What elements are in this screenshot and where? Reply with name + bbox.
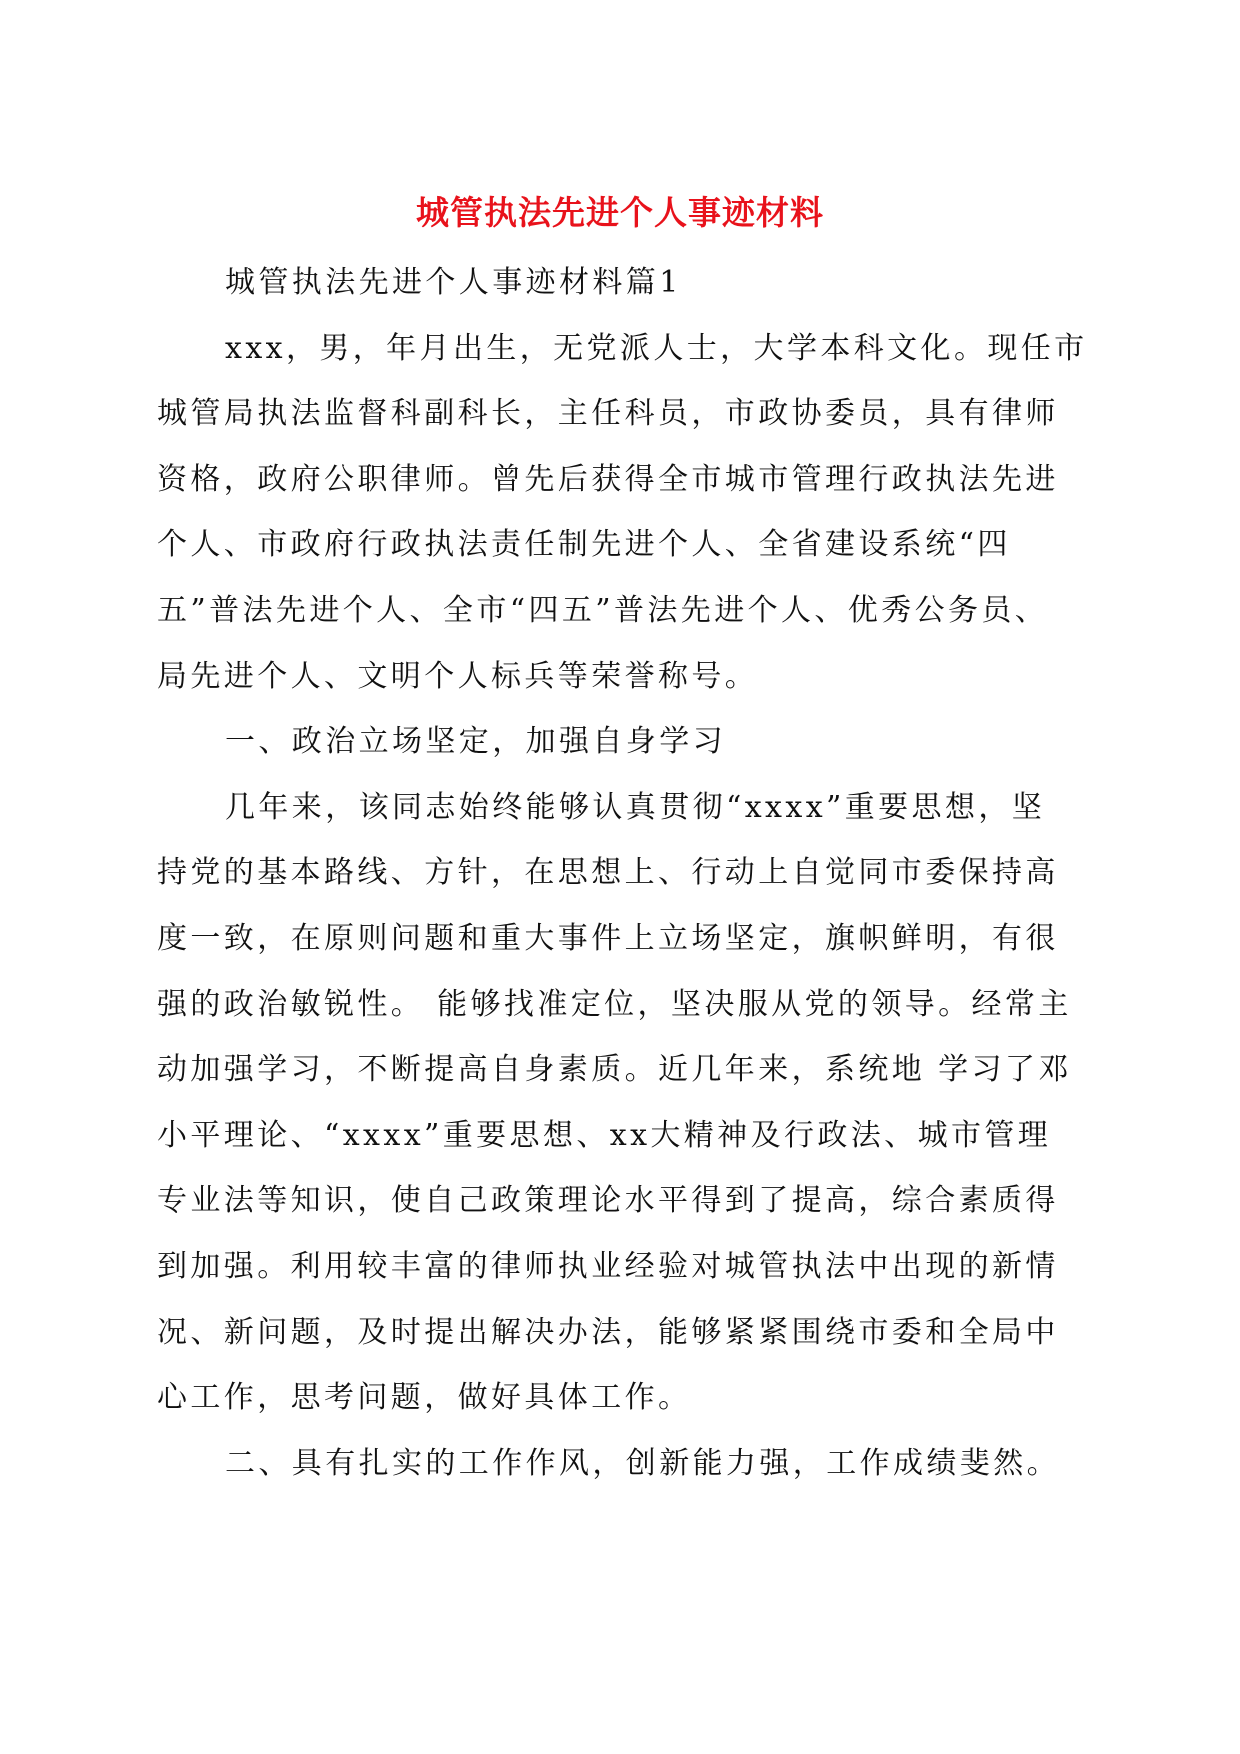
paragraph-line: 持党的基本路线、方针，在思想上、行动上自觉同市委保持高 — [157, 855, 1059, 891]
paragraph-line: 小平理论、“xxxx”重要思想、xx大精神及行政法、城市管理 — [157, 1117, 1052, 1153]
section-heading: 二、具有扎实的工作作风，创新能力强，工作成绩斐然。 — [225, 1445, 1060, 1481]
paragraph-line: 五”普法先进个人、全市“四五”普法先进个人、优秀公务员、 — [157, 592, 1049, 628]
paragraph-line: 动加强学习，不断提高自身素质。近几年来，系统地 学习了邓 — [157, 1052, 1072, 1088]
paragraph-line: 个人、市政府行政执法责任制先进个人、全省建设系统“四 — [157, 527, 1011, 563]
paragraph-line: 强的政治敏锐性。 能够找准定位，坚决服从党的领导。经常主 — [157, 986, 1072, 1022]
paragraph-line: 心工作，思考问题，做好具体工作。 — [157, 1380, 692, 1416]
section-heading: 一、政治立场坚定，加强自身学习 — [225, 724, 726, 760]
paragraph-line: 几年来，该同志始终能够认真贯彻“xxxx”重要思想，坚 — [225, 789, 1046, 825]
section-heading: 城管执法先进个人事迹材料篇1 — [225, 265, 682, 300]
paragraph-line: 度一致，在原则问题和重大事件上立场坚定，旗帜鲜明，有很 — [157, 920, 1059, 956]
paragraph-line: xxx，男，年月出生，无党派人士，大学本科文化。现任市 — [225, 330, 1088, 366]
paragraph-line: 况、新问题，及时提出解决办法，能够紧紧围绕市委和全局中 — [157, 1314, 1059, 1350]
paragraph-line: 到加强。利用较丰富的律师执业经验对城管执法中出现的新情 — [157, 1248, 1059, 1284]
document-body — [157, 250, 1088, 1496]
paragraph-line: 资格，政府公职律师。曾先后获得全市城市管理行政执法先进 — [157, 461, 1059, 497]
document-title: 城管执法先进个人事迹材料 — [416, 193, 824, 232]
paragraph-line: 局先进个人、文明个人标兵等荣誉称号。 — [157, 658, 759, 694]
paragraph-line: 城管局执法监督科副科长，主任科员，市政协委员，具有律师 — [157, 396, 1059, 432]
paragraph-line: 专业法等知识，使自己政策理论水平得到了提高，综合素质得 — [157, 1183, 1059, 1219]
